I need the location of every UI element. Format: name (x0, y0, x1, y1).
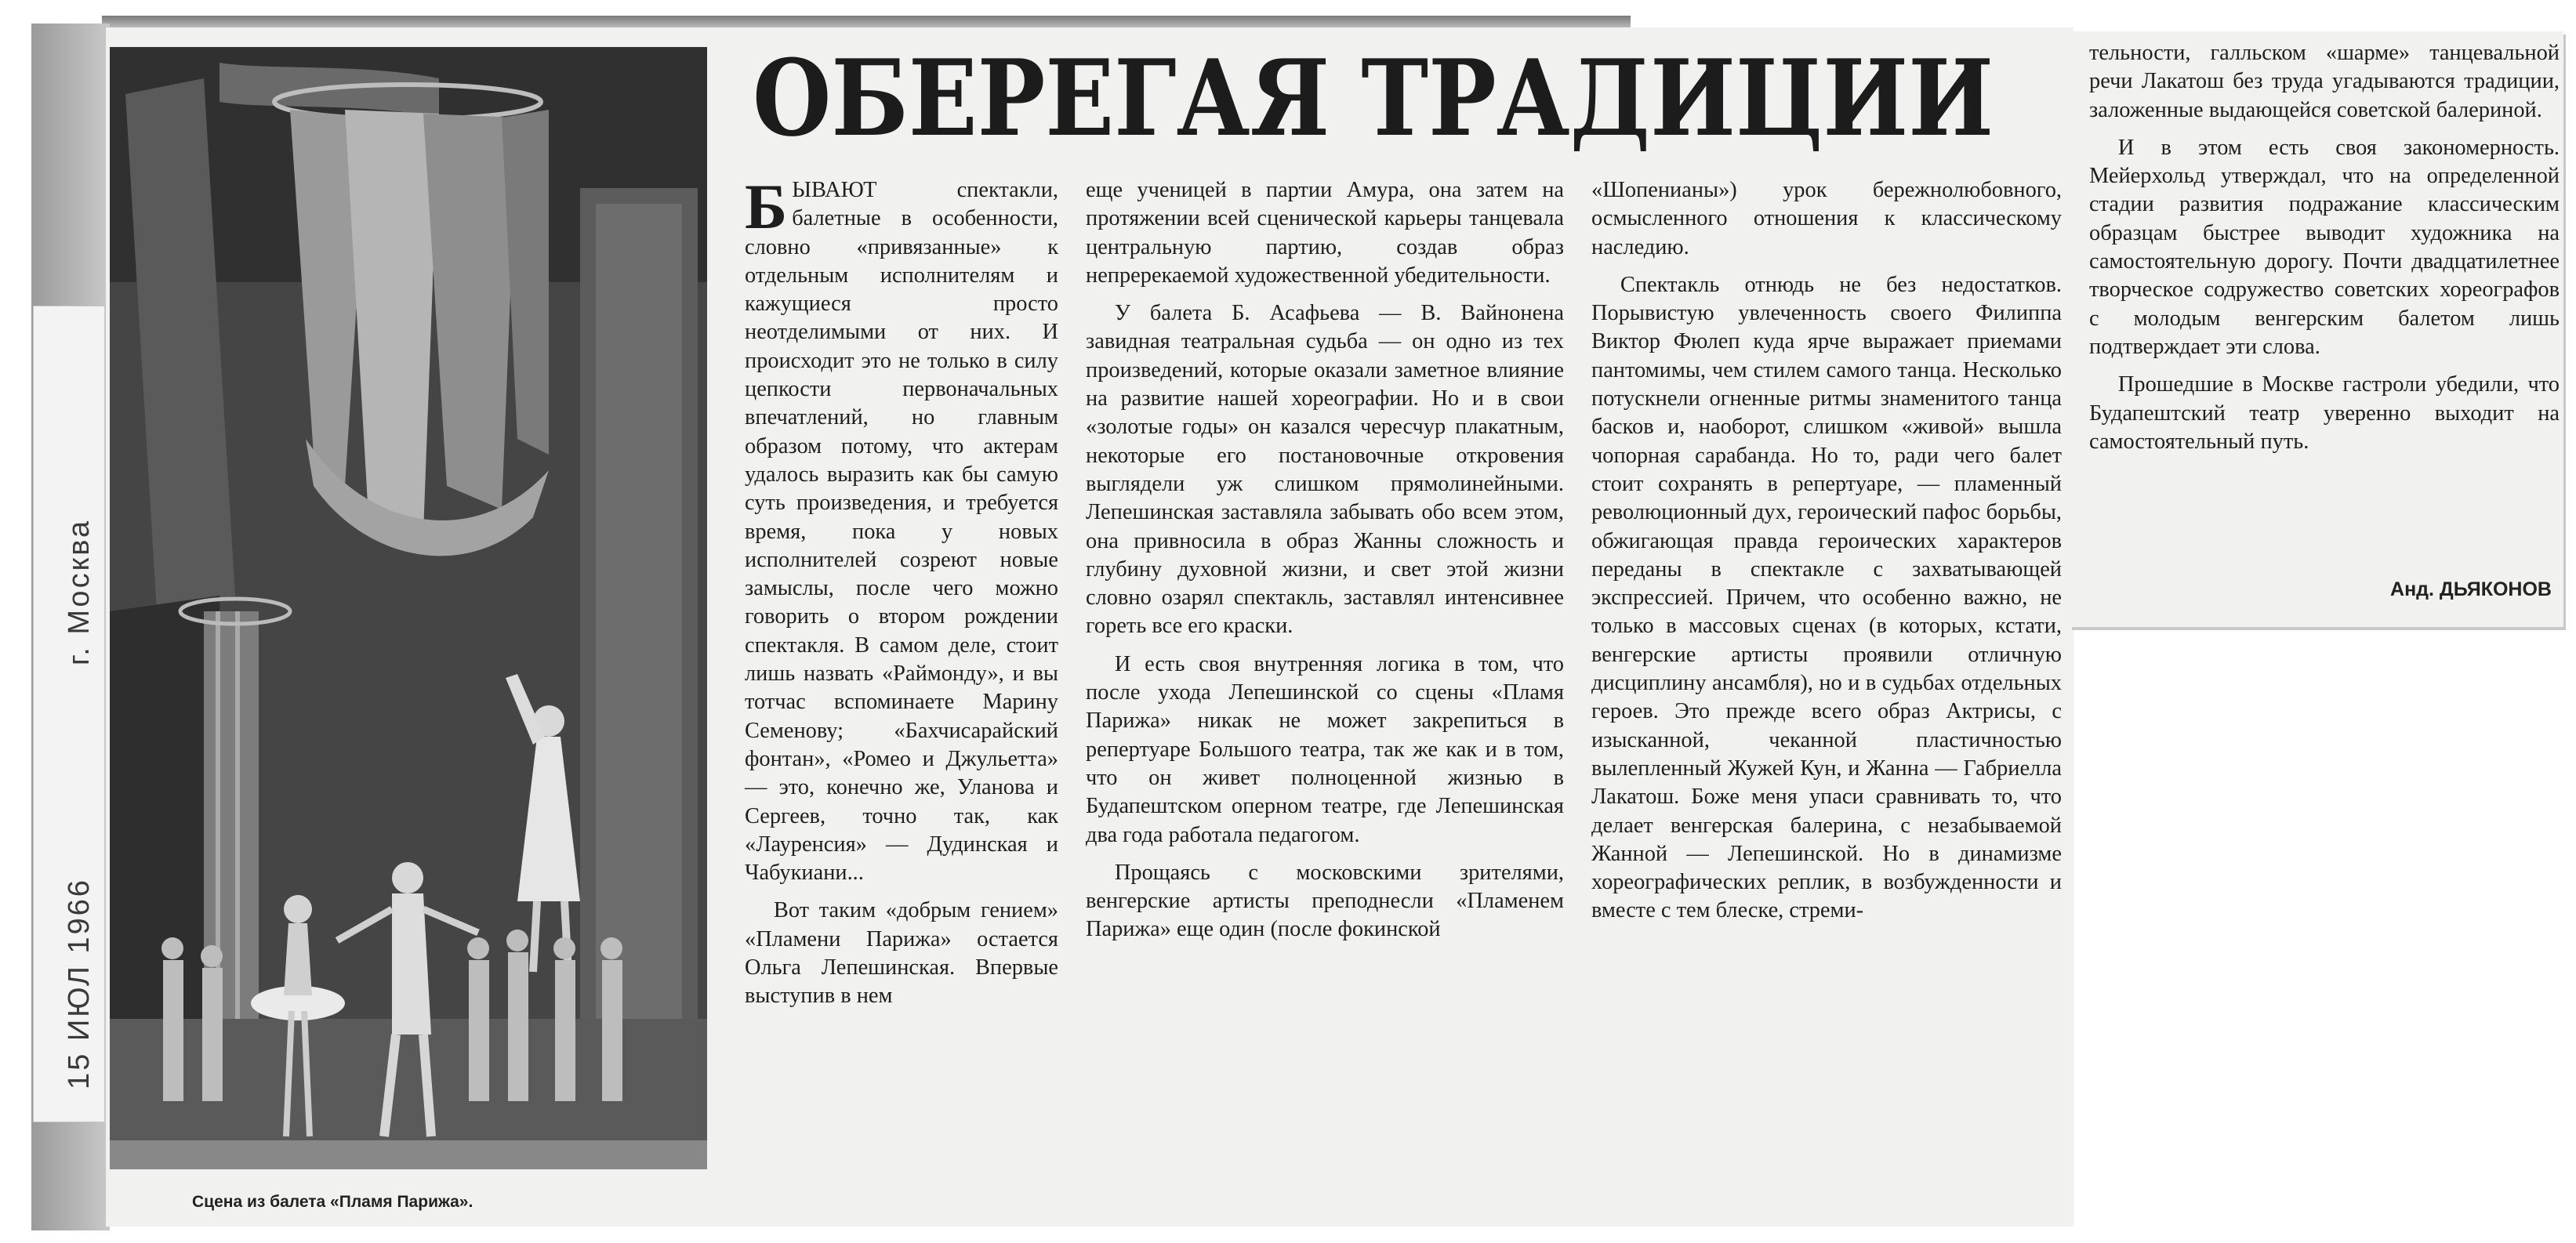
article-column-1 (745, 171, 1058, 1211)
ballet-scene-photo (110, 47, 707, 1169)
paragraph (745, 171, 1058, 887)
ballet-scene-illustration (110, 47, 707, 1169)
author-signature: Анд. ДЬЯКОНОВ (2390, 578, 2552, 600)
paragraph: Прошедшие в Москве гастроли убедили, что Будапештский театр уверенно выходит на самостоятельный путь. (2089, 372, 2560, 454)
paragraph: И в этом есть своя закономерность. Мейерхольд утверждал, что на определенной стадии развития подражание классическим образцам быстрее выводит художника на самостоятельную дорогу. Почти двадцатилетнее творческое содружество советских хореографов с молодым венгерским балетом лишь подтверждает эти слова. (2089, 135, 2560, 359)
paragraph: И есть своя внутренняя логика в том, что после ухода Лепешинской со сцены «Пламя Парижа» никак не может закрепиться в репертуаре Большого театра, так же как и в том, что он живет полноценной жизнью в Будапештском оперном театре, где Лепешинская два года работала педагогом. (1086, 651, 1564, 847)
article-headline: ОБЕРЕГАЯ ТРАДИЦИИ (753, 36, 1994, 160)
article-column-2 (1086, 176, 1564, 1211)
paragraph: У балета Б. Асафьева — В. Вайнонена завидная театральная судьба — он одно из тех произведений, которые оказали заметное влияние на развитие нашей хореографии. Но и в свои «золотые годы» он казался чересчур плакатным, некоторые его постановочные откровения выглядели уж слишком прямолинейными. Лепешинская заставляла забывать обо всем этом, она привносила в образ Жанны сложность и глубину духовной жизни, и свет этой жизни словно озарял спектакль, заставлял интенсивнее гореть все его краски. (1086, 301, 1564, 639)
paragraph: Вот таким «добрым гением» «Пламени Парижа» остается Ольга Лепешинская. Впервые выступив в нем (745, 898, 1058, 1009)
stamp-date: 15 ИЮЛ 1966 (63, 878, 96, 1089)
article-column-3 (1591, 176, 2062, 1219)
paragraph: «Шопенианы») урок бережнолюбовного, осмысленного отношения к классическому наследию. (1591, 178, 2062, 259)
paragraph-text: ЫВАЮТ спектакли, балетные в особенности, словно «привязанные» к отдельным исполнителям и кажущиеся просто неотделимыми от них. И происходит это не только в силу цепкости первоначальных впечатлений, но главным образом потому, что актерам удалось выразить как бы самую суть произведения, и требуется время, пока у новых исполнителей созреют новые замыслы, после чего можно говорить о втором рождении спектакля. В самом деле, стоит лишь назвать «Раймонду», и вы тотчас вспоминаете Марину Семенову; «Бахчисарайский фонтан», «Ромео и Джульетта» — это, конечно же, Уланова и Сергеев, точно так, как «Лауренсия» — Дудинская и Чабукиани... (745, 178, 1058, 886)
paragraph: тельности, галльском «шарме» танцевальной речи Лакатош без труда угадываются традиции, заложенные выдающейся советской балериной. (2089, 41, 2560, 122)
photo-caption: Сцена из балета «Пламя Парижа». (192, 1193, 473, 1211)
scan-shadow-top (102, 16, 1631, 28)
paragraph: Прощаясь с московскими зрителями, венгерские артисты преподнесли «Пламенем Парижа» еще один (после фокинской (1086, 860, 1564, 942)
article-column-4 (2089, 39, 2560, 572)
paragraph: Спектакль отнюдь не без недостатков. Порывистую увлеченность своего Филиппа Виктор Фюлеп куда ярче выражает приемами пантомимы, чем стилем самого танца. Несколько потускнели огненные ритмы знаменитого танца басков и, наоборот, слишком «живой» вышла чопорная сарабанда. Но то, ради чего балет стоит сохранять в репертуаре, — пламенный революционный дух, героический пафос борьбы, обжигающая правда героических характеров переданы в спектакле с захватывающей экспрессией. Причем, что особенно важно, не только в массовых сценах (в которых, кстати, венгерские артисты проявили отличную дисциплину ансамбля), но и в судьбах отдельных героев. Это прежде всего образ Актрисы, с изысканной, чеканной пластичностью вылепленный Жужей Кун, и Жанна — Габриелла Лакатош. Боже меня упаси сравнивать то, что делает венгерская балерина, с незабываемой Жанной — Лепешинской. Но в динамизме хореографических реплик, в возбужденности и вместе с тем блеске, стреми- (1591, 272, 2062, 923)
stamp-city: г. Москва (63, 518, 96, 665)
drop-cap: Б (745, 171, 788, 242)
paragraph: еще ученицей в партии Амура, она затем на протяжении всей сценической карьеры танцевала центральную партию, создав образ непререкаемой художественной убедительности. (1086, 178, 1564, 288)
